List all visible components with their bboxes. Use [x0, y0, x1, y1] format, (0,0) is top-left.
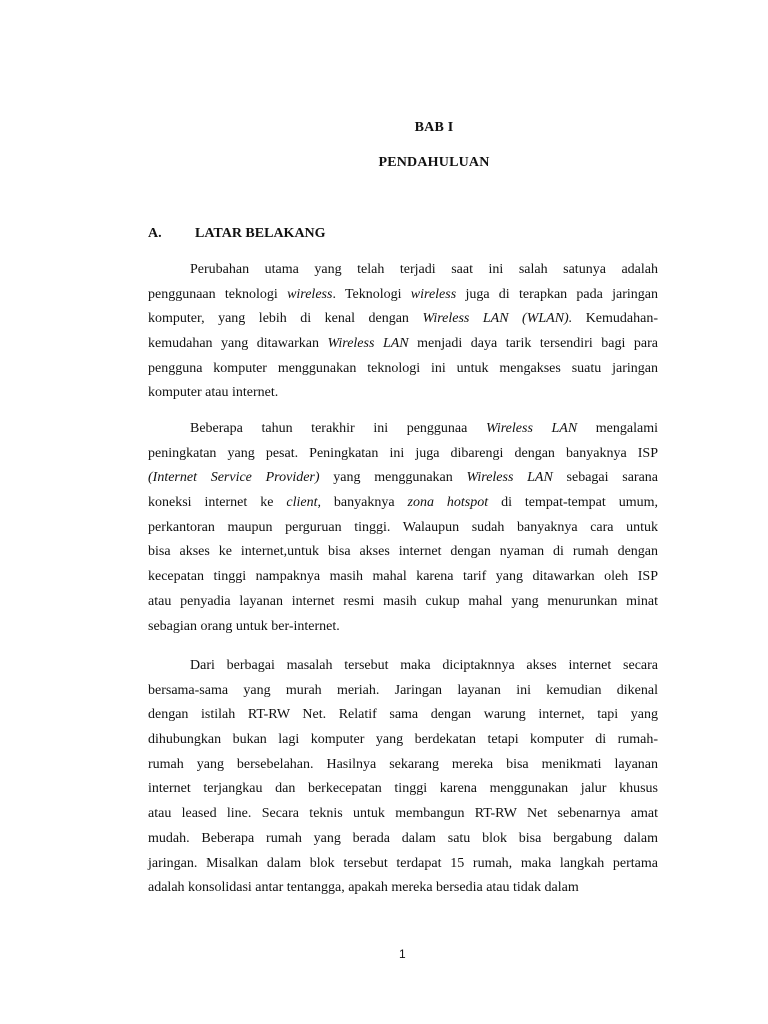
text-run: internet terjangkau dan berkecepatan tinggi karena menggunakan jalur khusus	[148, 781, 658, 797]
text-run: mengalami	[577, 421, 658, 436]
italic-run: (Internet Service Provider)	[148, 470, 320, 486]
text-run: adalah konsolidasi antar tentangga, apakah mereka bersedia atau tidak dalam	[148, 880, 579, 896]
chapter-number: BAB I	[414, 120, 454, 135]
paragraph	[148, 654, 658, 901]
text-line	[148, 679, 658, 704]
text-line	[148, 258, 658, 283]
text-run: peningkatan yang pesat. Peningkatan ini juga dibarengi dengan banyaknya ISP	[148, 445, 658, 461]
text-run: di tempat-tempat umum,	[488, 495, 658, 511]
text-run: atau penyadia layanan internet resmi masih cukup mahal yang menurunkan minat	[148, 593, 658, 609]
section-heading	[148, 226, 326, 242]
chapter-title: PENDAHULUAN	[378, 155, 490, 170]
text-line	[148, 332, 658, 357]
text-run: pengguna komputer menggunakan teknologi ini untuk mengakses suatu jaringan	[148, 360, 658, 376]
text-line	[148, 442, 658, 467]
text-line	[148, 466, 658, 491]
text-run: sebagai sarana	[552, 470, 658, 486]
text-line	[148, 491, 658, 516]
italic-run: Wireless LAN	[327, 336, 409, 352]
text-run: dihubungkan bukan lagi komputer yang berdekatan tetapi komputer di rumah-	[148, 732, 658, 748]
paragraph	[148, 417, 658, 639]
text-run: yang menggunakan	[319, 470, 467, 486]
text-run: kecepatan tinggi nampaknya masih mahal karena tarif yang ditawarkan oleh ISP	[148, 569, 658, 585]
text-run: menjadi daya tarik tersendiri bagi para	[408, 336, 658, 352]
text-run: komputer atau internet.	[148, 385, 279, 401]
page-number: 1	[399, 947, 406, 961]
text-line	[148, 753, 658, 778]
text-run: bersama-sama yang murah meriah. Jaringan layanan ini kemudian dikenal	[148, 682, 658, 698]
text-line	[148, 516, 658, 541]
text-run: rumah yang bersebelahan. Hasilnya sekarang mereka bisa menikmati layanan	[148, 756, 658, 772]
section-number: A.	[148, 226, 162, 241]
text-line	[148, 283, 658, 308]
text-line	[148, 827, 658, 852]
text-line	[148, 381, 658, 406]
italic-run: Wireless LAN	[466, 470, 553, 486]
text-run: bisa akses ke internet,untuk bisa akses internet dengan nyaman di rumah dengan	[148, 544, 658, 560]
text-run: Kemudahan-	[572, 311, 659, 327]
text-line	[148, 728, 658, 753]
text-run: juga di terapkan pada jaringan	[456, 286, 658, 302]
text-run: dengan istilah RT-RW Net. Relatif sama dengan warung internet, tapi yang	[148, 707, 658, 723]
text-run: sebagian orang untuk ber-internet.	[148, 618, 340, 634]
text-line	[148, 540, 658, 565]
text-run: Perubahan utama yang telah terjadi saat ini salah satunya adalah	[190, 262, 658, 277]
text-run: . Teknologi	[332, 286, 411, 302]
text-line	[148, 357, 658, 382]
text-line	[148, 615, 658, 640]
text-line	[148, 590, 658, 615]
text-line	[148, 852, 658, 877]
text-run: kemudahan yang ditawarkan	[148, 336, 328, 352]
text-run: , banyaknya	[317, 495, 408, 511]
text-run: mudah. Beberapa rumah yang berada dalam satu blok bisa bergabung dalam	[148, 830, 658, 846]
text-line	[148, 307, 658, 332]
italic-run: zona hotspot	[407, 495, 489, 511]
italic-run: Wireless LAN	[485, 421, 578, 436]
text-run: Dari berbagai masalah tersebut maka diciptaknnya akses internet secara	[190, 658, 658, 673]
text-run: perkantoran maupun perguruan tinggi. Walaupun sudah banyaknya cara untuk	[148, 519, 658, 535]
italic-run: wireless	[410, 286, 457, 302]
italic-run: client	[286, 495, 318, 511]
text-line	[148, 654, 658, 679]
text-run: koneksi internet ke	[148, 495, 287, 511]
italic-run: wireless	[287, 286, 333, 302]
italic-run: Wireless LAN (WLAN).	[422, 311, 573, 327]
text-line	[148, 777, 658, 802]
text-line	[148, 703, 658, 728]
text-run: komputer, yang lebih di kenal dengan	[148, 311, 423, 327]
paragraph	[148, 258, 658, 406]
text-line	[148, 876, 658, 901]
text-line	[148, 417, 658, 442]
text-run: penggunaan teknologi	[148, 286, 288, 302]
text-line	[148, 802, 658, 827]
text-line	[148, 565, 658, 590]
text-run: atau leased line. Secara teknis untuk membangun RT-RW Net sebenarnya amat	[148, 806, 658, 822]
text-run: jaringan. Misalkan dalam blok tersebut terdapat 15 rumah, maka langkah pertama	[148, 855, 658, 871]
section-title: LATAR BELAKANG	[195, 226, 326, 241]
text-run: Beberapa tahun terakhir ini penggunaa	[190, 421, 486, 436]
